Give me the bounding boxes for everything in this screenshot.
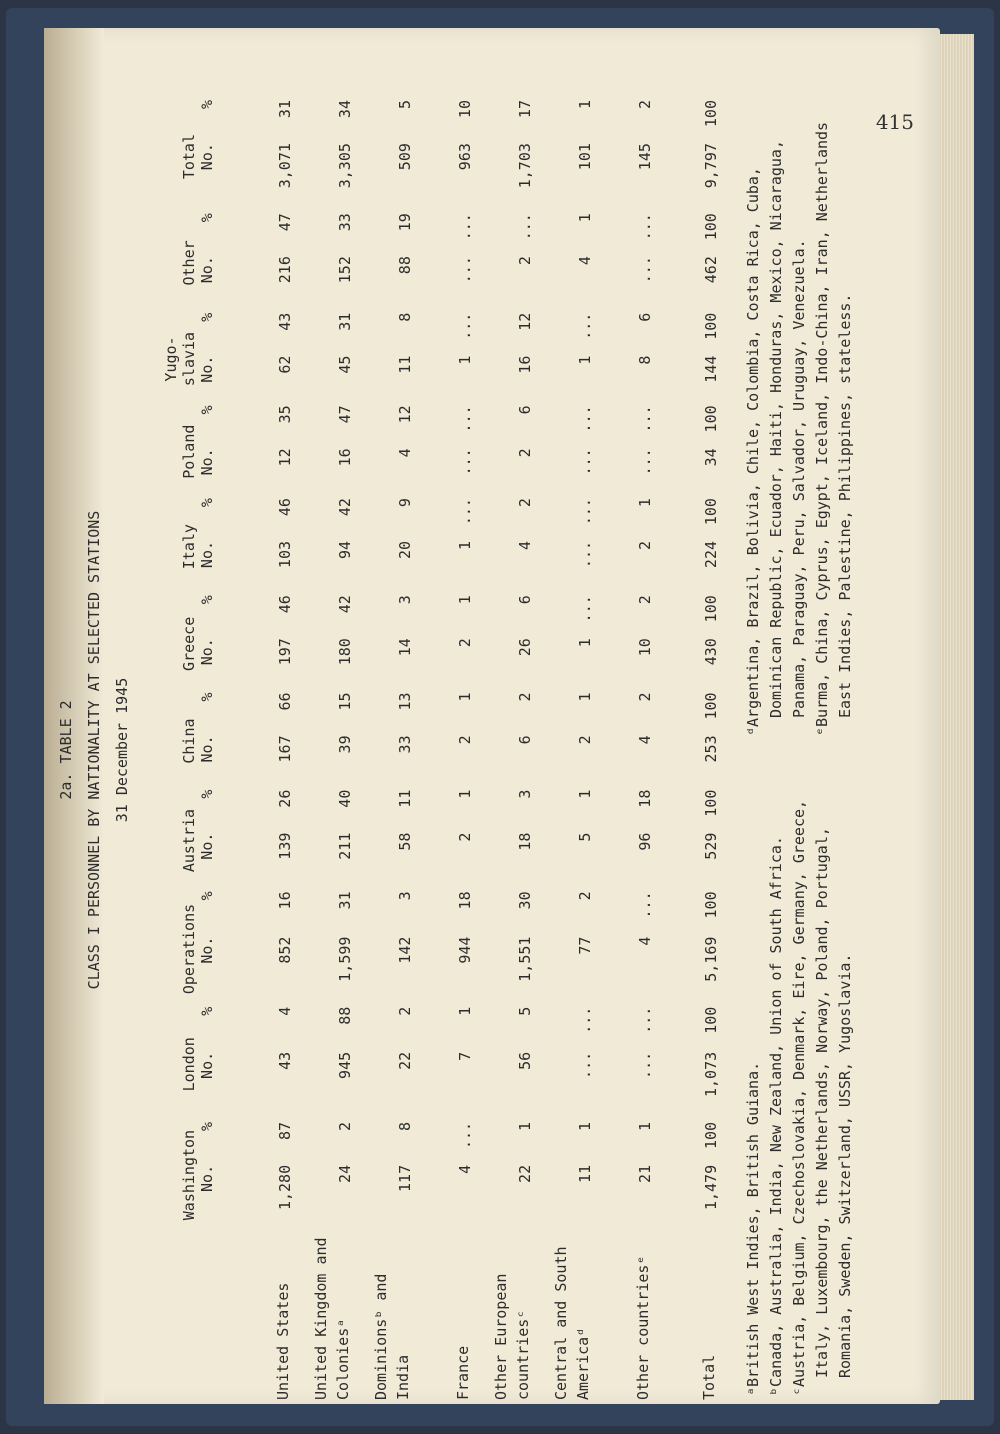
table-cell: 46: [276, 498, 294, 517]
subheader-row: [198, 100, 234, 1400]
table-cell: 8: [396, 312, 414, 322]
total-row: [654, 100, 720, 1400]
column-subheader: No.: [198, 735, 216, 763]
column-group-header: Other: [180, 240, 198, 286]
column-group-header: Poland: [180, 424, 198, 479]
footnote: ᵃBritish West Indies, British Guiana.: [744, 1061, 762, 1396]
column-subheader: %: [198, 1121, 216, 1131]
personnel-table: [162, 100, 720, 1400]
column-subheader: %: [198, 213, 216, 223]
table-cell: ...: [576, 1051, 594, 1079]
table-cell: 100: [702, 405, 720, 433]
table-cell: 42: [336, 595, 354, 614]
table-cell: 5,169: [702, 936, 720, 982]
column-subheader: No.: [198, 355, 216, 383]
table-cell: 33: [396, 735, 414, 754]
row-label: Central and South Americaᵈ: [552, 1246, 592, 1400]
table-cell: 14: [396, 638, 414, 657]
table-cell: 5: [516, 1006, 534, 1016]
table-cell: 100: [702, 891, 720, 919]
table-cell: ...: [516, 213, 534, 241]
table-cell: 12: [276, 448, 294, 467]
column-subheader: %: [198, 312, 216, 322]
table-cell: 100: [702, 100, 720, 128]
table-cell: 31: [276, 100, 294, 119]
column-subheader: No.: [198, 448, 216, 476]
row-label-subheader: [198, 1228, 234, 1400]
table-row: [474, 100, 534, 1400]
table-cell: 58: [396, 832, 414, 851]
table-cell: 1: [636, 1121, 654, 1131]
table-cell: ...: [456, 1121, 474, 1150]
table-cell: 33: [336, 213, 354, 232]
column-subheader: No.: [198, 256, 216, 284]
table-row: [594, 100, 654, 1400]
row-label: Dominionsᵇ and India: [372, 1273, 412, 1400]
table-number: 2a. TABLE 2: [57, 700, 75, 800]
table-cell: 1: [636, 498, 654, 508]
table-cell: 40: [336, 789, 354, 808]
table-cell: 100: [702, 498, 720, 526]
table-cell: ...: [636, 1006, 654, 1034]
table-cell: 1: [576, 355, 594, 365]
row-label: France: [454, 1345, 472, 1400]
table-cell: 5: [396, 100, 414, 110]
table-cell: 34: [336, 100, 354, 119]
table-cell: 18: [456, 891, 474, 910]
column-subheader: %: [198, 498, 216, 508]
rotated-table-content: [52, 100, 902, 1400]
table-cell: 18: [516, 832, 534, 851]
table-date: 31 December 1945: [113, 677, 131, 823]
table-cell: 45: [336, 355, 354, 374]
table-cell: 19: [396, 213, 414, 232]
table-cell: 13: [396, 692, 414, 711]
table-cell: 430: [702, 638, 720, 666]
row-label: Other European countriesᶜ: [492, 1273, 532, 1400]
table-cell: 77: [576, 936, 594, 955]
table-cell: ...: [576, 540, 594, 569]
row-label-header: [162, 1228, 198, 1400]
table-cell: 117: [396, 1164, 414, 1192]
table-cell: 2: [516, 256, 534, 266]
column-group-header: Operations: [180, 903, 198, 995]
column-subheader: No.: [198, 638, 216, 666]
table-cell: 22: [516, 1164, 534, 1183]
table-cell: 1: [576, 638, 594, 648]
table-cell: 2: [516, 448, 534, 458]
table-cell: 2: [456, 735, 474, 745]
table-row: [414, 100, 474, 1400]
table-cell: 96: [636, 832, 654, 851]
row-label: United Kingdom and Coloniesᵃ: [312, 1237, 352, 1400]
table-cell: 4: [396, 448, 414, 458]
table-cell: 15: [336, 692, 354, 711]
table-cell: 2: [516, 692, 534, 702]
row-label: Other countriesᵉ: [634, 1255, 652, 1400]
table-cell: 1: [576, 1121, 594, 1131]
table-cell: 103: [276, 540, 294, 569]
table-cell: 26: [276, 789, 294, 808]
footnotes-left: [742, 760, 857, 1400]
table-cell: 100: [702, 213, 720, 241]
table-cell: 1: [456, 789, 474, 799]
row-label: United States: [274, 1282, 292, 1400]
table-cell: 944: [456, 936, 474, 964]
column-group-header: London: [180, 1037, 198, 1092]
table-cell: 31: [336, 891, 354, 910]
table-cell: 1,551: [516, 936, 534, 982]
table-cell: 10: [456, 100, 474, 119]
table-cell: 100: [702, 1121, 720, 1150]
table-cell: 16: [336, 448, 354, 467]
table-cell: 100: [702, 1006, 720, 1034]
table-cell: 5: [576, 832, 594, 842]
table-cell: 8: [636, 355, 654, 365]
table-cell: 4: [636, 936, 654, 946]
table-cell: 10: [636, 638, 654, 657]
table-cell: 1: [576, 692, 594, 702]
table-cell: 46: [276, 595, 294, 614]
table-cell: ...: [636, 405, 654, 433]
column-subheader: %: [198, 100, 216, 110]
table-cell: 144: [702, 355, 720, 383]
table-cell: 1: [576, 789, 594, 799]
table-cell: 462: [702, 256, 720, 284]
table-cell: 62: [276, 355, 294, 374]
table-cell: 7: [456, 1051, 474, 1061]
table-cell: 224: [702, 540, 720, 569]
table-cell: 1: [456, 1006, 474, 1016]
table-cell: 2: [576, 735, 594, 745]
table-cell: ...: [636, 448, 654, 476]
table-cell: 529: [702, 832, 720, 860]
table-cell: ...: [576, 312, 594, 340]
table-cell: 22: [396, 1051, 414, 1070]
column-subheader: %: [198, 595, 216, 605]
table-cell: 35: [276, 405, 294, 424]
table-cell: ...: [456, 312, 474, 340]
table-cell: 2: [636, 100, 654, 110]
table-cell: 12: [516, 312, 534, 331]
page-number: 415: [875, 110, 914, 134]
table-cell: 2: [636, 540, 654, 551]
table-cell: 216: [276, 256, 294, 284]
table-cell: 47: [336, 405, 354, 424]
table-cell: 3,305: [336, 143, 354, 189]
table-cell: 66: [276, 692, 294, 711]
table-body: [234, 100, 720, 1400]
group-header-row: [162, 100, 198, 1400]
column-subheader: No.: [198, 832, 216, 860]
table-cell: 2: [516, 498, 534, 508]
table-cell: 1,280: [276, 1164, 294, 1211]
table-cell: 2: [336, 1121, 354, 1131]
table-cell: 31: [336, 312, 354, 331]
table-cell: 2: [636, 692, 654, 702]
table-row: [234, 100, 294, 1400]
table-cell: 1,479: [702, 1164, 720, 1211]
table-cell: 88: [396, 256, 414, 275]
table-cell: 9,797: [702, 143, 720, 189]
column-group-header: Yugo- slavia: [162, 331, 198, 387]
table-cell: 43: [276, 312, 294, 331]
table-cell: ...: [576, 1006, 594, 1034]
table-cell: 2: [576, 891, 594, 901]
table-cell: 2: [396, 1006, 414, 1016]
table-row: [294, 100, 354, 1400]
column-group-header: Italy: [180, 524, 198, 570]
table-cell: 211: [336, 832, 354, 860]
table-cell: 100: [702, 789, 720, 817]
column-group-header: Washington: [180, 1129, 198, 1221]
table-cell: 6: [636, 312, 654, 322]
table-cell: 17: [516, 100, 534, 119]
table-cell: ...: [576, 498, 594, 526]
table-row: [354, 100, 414, 1400]
table-cell: 42: [336, 498, 354, 517]
column-group-header: Austria: [180, 808, 198, 873]
table-cell: ...: [456, 405, 474, 433]
table-cell: 11: [396, 789, 414, 808]
table-cell: 26: [516, 638, 534, 657]
column-group-header: Greece: [180, 616, 198, 671]
table-cell: ...: [576, 405, 594, 433]
table-cell: 101: [576, 143, 594, 171]
table-cell: 167: [276, 735, 294, 763]
table-title: CLASS I PERSONNEL BY NATIONALITY AT SELECTED STATIONS: [85, 510, 103, 990]
table-cell: 1,599: [336, 936, 354, 982]
column-subheader: No.: [198, 936, 216, 964]
table-cell: 1: [576, 100, 594, 110]
column-subheader: %: [198, 789, 216, 799]
table-cell: 16: [516, 355, 534, 374]
table-cell: 18: [636, 789, 654, 808]
table-cell: 145: [636, 143, 654, 171]
table-cell: 94: [336, 540, 354, 560]
table-cell: 2: [456, 638, 474, 648]
table-cell: 6: [516, 735, 534, 745]
table-cell: 100: [702, 692, 720, 720]
table-cell: 20: [396, 540, 414, 560]
table-cell: ...: [456, 498, 474, 526]
column-group-header: China: [180, 718, 198, 764]
table-cell: 4: [576, 256, 594, 266]
table-cell: 12: [396, 405, 414, 424]
table-cell: 4: [636, 735, 654, 745]
table-cell: 1: [456, 595, 474, 605]
table-cell: 6: [516, 405, 534, 415]
table-cell: 1: [456, 692, 474, 702]
table-cell: 34: [702, 448, 720, 467]
table-cell: 43: [276, 1051, 294, 1070]
table-cell: ...: [456, 448, 474, 476]
table-cell: 1: [516, 1121, 534, 1131]
table-cell: 11: [396, 355, 414, 374]
table-cell: 1: [456, 540, 474, 551]
table-cell: 47: [276, 213, 294, 232]
table-cell: 87: [276, 1121, 294, 1140]
table-cell: ...: [456, 256, 474, 284]
table-cell: 100: [702, 312, 720, 340]
table-cell: 509: [396, 143, 414, 171]
table-cell: 3: [396, 891, 414, 901]
table-cell: 2: [456, 832, 474, 842]
footnote: ᵈArgentina, Brazil, Bolivia, Chile, Colombia, Costa Rica, Cuba, Dominican Republic, Ecuador, Haiti, Honduras, Mexico, Nicaragua, Panama, Paraguay, Peru, Salvador, Uruguay, Venezuela.: [744, 140, 808, 736]
column-subheader: %: [198, 692, 216, 702]
table-cell: ...: [456, 213, 474, 241]
table-cell: 1: [576, 213, 594, 223]
table-cell: 8: [396, 1121, 414, 1131]
table-cell: 4: [516, 540, 534, 551]
table-cell: 139: [276, 832, 294, 860]
table-cell: 253: [702, 735, 720, 763]
table-cell: 4: [456, 1164, 474, 1174]
table-cell: 3,071: [276, 143, 294, 189]
table-cell: ...: [576, 448, 594, 476]
table-cell: 3: [396, 595, 414, 605]
footnote: ᶜAustria, Belgium, Czechoslovakia, Denmark, Eire, Germany, Greece, Italy, Luxembourg, the Netherlands, Norway, Poland, Portugal, Romania, Sweden, Switzerland, USSR, Yugoslavia.: [790, 799, 854, 1396]
column-subheader: %: [198, 891, 216, 901]
table-cell: 9: [396, 498, 414, 508]
footnote: ᵉBurma, China, Cyprus, Egypt, Iceland, Indo-China, Iran, Netherlands East Indies, Palestine, Philippines, stateless.: [813, 121, 854, 736]
table-cell: 852: [276, 936, 294, 964]
table-cell: 4: [276, 1006, 294, 1016]
footnote: ᵇCanada, Australia, India, New Zealand, Union of South Africa.: [767, 836, 785, 1396]
table-cell: 152: [336, 256, 354, 284]
table-cell: ...: [576, 595, 594, 623]
table-cell: 180: [336, 638, 354, 666]
row-label: Total: [700, 1354, 718, 1400]
table-cell: 1: [456, 355, 474, 365]
table-cell: 142: [396, 936, 414, 964]
column-subheader: %: [198, 405, 216, 415]
table-cell: 6: [516, 595, 534, 605]
table-headings: [52, 100, 136, 1400]
table-cell: 2: [636, 595, 654, 605]
column-subheader: No.: [198, 1051, 216, 1079]
table-cell: 197: [276, 638, 294, 666]
table-cell: ...: [636, 213, 654, 241]
table-cell: 11: [576, 1164, 594, 1183]
table-cell: 16: [276, 891, 294, 910]
table-cell: 24: [336, 1164, 354, 1183]
table-cell: ...: [636, 891, 654, 919]
table-cell: ...: [636, 1051, 654, 1079]
table-cell: ...: [636, 256, 654, 284]
table-cell: 963: [456, 143, 474, 171]
table-cell: 1,073: [702, 1051, 720, 1098]
table-cell: 30: [516, 891, 534, 910]
table-cell: 945: [336, 1051, 354, 1079]
column-group-header: Total: [180, 134, 198, 180]
table-cell: 3: [516, 789, 534, 799]
column-subheader: No.: [198, 540, 216, 569]
table-cell: 56: [516, 1051, 534, 1070]
table-cell: 88: [336, 1006, 354, 1025]
table-cell: 39: [336, 735, 354, 754]
footnotes-right: [742, 100, 857, 740]
table-row: [534, 100, 594, 1400]
column-subheader: No.: [198, 1164, 216, 1192]
column-subheader: %: [198, 1006, 216, 1016]
column-subheader: No.: [198, 143, 216, 171]
table-cell: 100: [702, 595, 720, 623]
table-cell: 21: [636, 1164, 654, 1183]
table-cell: 1,703: [516, 143, 534, 189]
